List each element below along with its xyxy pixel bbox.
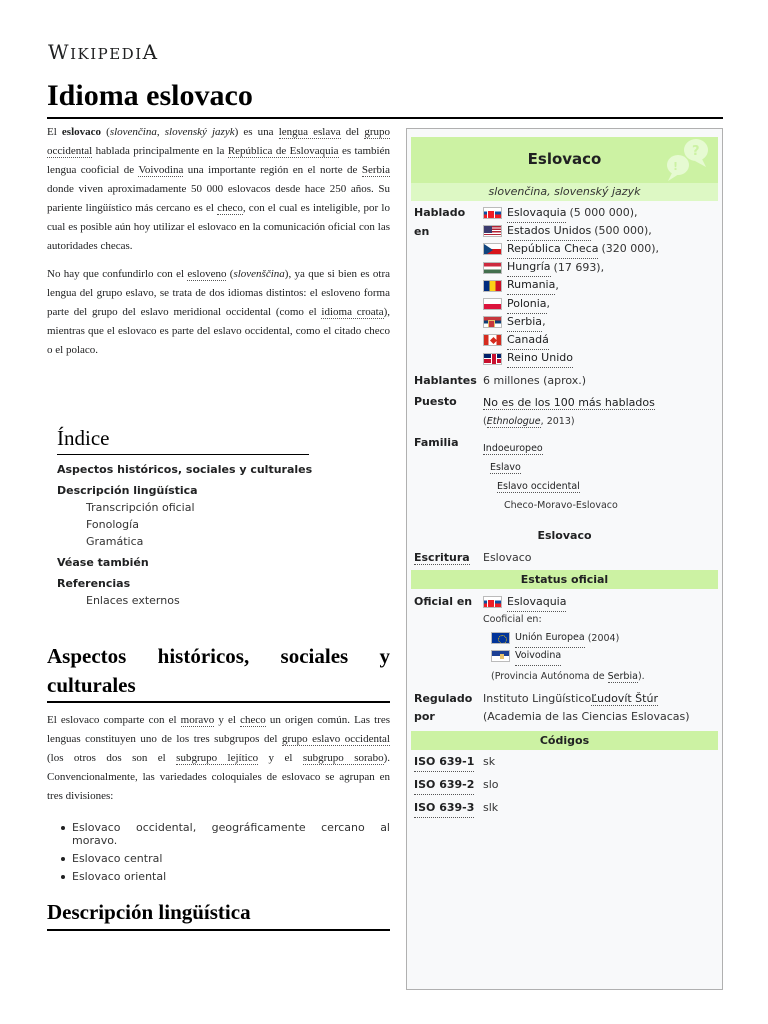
svg-text:!: ! <box>673 160 679 173</box>
text-run: un origen común. Las tres lenguas constituyen uno de los tres subgrupos del <box>47 713 390 745</box>
toc-item[interactable]: Descripción lingüística <box>57 484 198 497</box>
code-value: sk <box>483 755 496 768</box>
country-extra: , <box>546 297 551 311</box>
intro <box>47 123 390 360</box>
text-run: El eslovaco comparte con el <box>47 713 181 726</box>
country-row <box>483 277 659 295</box>
article-link[interactable]: checo <box>240 713 266 726</box>
svg-text:?: ? <box>692 144 700 159</box>
country-link[interactable]: Voivodina <box>515 646 561 666</box>
intro-paragraph-2 <box>47 265 390 360</box>
article-link[interactable]: grupo eslavo occidental <box>281 732 390 745</box>
article-link[interactable]: grupo occidental <box>47 126 390 157</box>
spoken-in-label: Hablado en <box>414 206 466 238</box>
article-link[interactable]: lengua eslava <box>278 126 341 138</box>
us-flag-icon <box>483 225 502 237</box>
speakers-label: Hablantes <box>414 374 477 387</box>
infobox-header <box>411 137 718 183</box>
section-descripcion <box>47 898 390 931</box>
ro-flag-icon <box>483 280 502 292</box>
code-value: slo <box>483 778 499 791</box>
code-label[interactable]: ISO 639-3 <box>414 799 474 818</box>
text-run: slovenčina <box>109 126 157 138</box>
title-divider <box>47 117 723 119</box>
language-infobox <box>406 128 723 990</box>
country-row <box>483 313 659 331</box>
official-label: Oficial en <box>414 595 473 608</box>
text-run: slovenščina <box>233 268 285 280</box>
rank-year: , 2013) <box>540 416 575 427</box>
toc-item[interactable]: Transcripción oficial <box>86 501 195 514</box>
codes-list <box>407 753 722 822</box>
eu-flag-icon <box>491 632 510 644</box>
toc-title: Índice <box>57 426 110 450</box>
code-label[interactable]: ISO 639-1 <box>414 753 474 772</box>
ethnologue-link[interactable]: Ethnologue <box>486 416 541 427</box>
text-run: ). Convencionalmente, las variedades coloquiales de eslovaco se agrupan en tres divisiones: <box>47 751 390 802</box>
wordmark-part: IKIPEDI <box>70 45 143 63</box>
article-link[interactable]: moravo <box>180 713 215 726</box>
article-link[interactable]: checo <box>217 202 243 214</box>
text-run: ) es una <box>234 126 279 138</box>
rank-value: No es de los 100 más hablados (Ethnologue, 2013) <box>483 396 655 427</box>
toc-item[interactable]: Gramática <box>86 535 144 548</box>
country-link[interactable]: Serbia <box>507 313 542 332</box>
country-link[interactable]: Unión Europea <box>515 628 585 648</box>
script-label <box>414 549 470 567</box>
official-value <box>483 593 566 629</box>
country-extra: (500 000), <box>594 224 652 238</box>
text-run: , <box>156 126 165 138</box>
speakers-value: 6 millones (aprox.) <box>483 374 587 387</box>
uk-flag-icon <box>483 353 502 365</box>
country-row <box>483 331 659 349</box>
country-link[interactable]: Estados Unidos <box>507 222 591 241</box>
rank-link[interactable]: No es de los 100 más hablados <box>483 396 655 409</box>
country-extra: , <box>542 315 546 329</box>
coofficial-list <box>491 629 619 665</box>
toc-item[interactable]: Fonología <box>86 518 139 531</box>
code-value: slk <box>483 801 499 814</box>
code-row <box>407 776 722 799</box>
regulator-label: Regulado por <box>414 692 473 723</box>
list-item: Eslovaco central <box>47 852 390 865</box>
regulator-academy: (Academia de las Ciencias Eslovacas) <box>483 710 690 723</box>
wordmark-part: W <box>48 40 71 64</box>
toc-item[interactable]: Referencias <box>57 577 131 590</box>
family-label: Checo-Moravo-Eslovaco <box>504 500 618 511</box>
toc-item[interactable]: Aspectos históricos, sociales y culturales <box>57 463 313 476</box>
regulator-text: Instituto Lingüístico <box>483 692 592 705</box>
toc-divider <box>57 454 309 455</box>
text-run: ), ya que si bien es otra lengua del grupo eslavo, se trata de dos idiomas distintos: el esloveno forma parte del grupo del eslavo meridional occidental (como el <box>47 268 390 318</box>
codes-band: Códigos <box>411 731 718 750</box>
family-node <box>483 496 618 515</box>
text-run: ), mientras que el eslovaco es parte del eslavo occidental, como el citado checo o el polaco. <box>47 306 391 356</box>
country-row <box>483 204 659 222</box>
text-run: y el <box>214 713 241 726</box>
infobox-native-name: slovenčina, slovenský jazyk <box>411 183 718 201</box>
country-row <box>483 240 659 258</box>
code-label[interactable]: ISO 639-2 <box>414 776 474 795</box>
status-band: Estatus oficial <box>411 570 718 589</box>
speech-bubbles-icon <box>662 137 710 183</box>
article-link[interactable]: esloveno <box>187 268 227 280</box>
cz-flag-icon <box>483 243 502 255</box>
pl-flag-icon <box>483 298 502 310</box>
wordmark-part: A <box>142 40 159 64</box>
text-run: una importante región en el norte de <box>183 164 362 176</box>
text-run: , con el cual es inteligible, por lo cual es posible aún hoy utilizar el eslovaco en la comunicación oficial con las autoridades checas. <box>47 202 390 252</box>
slovakia-flag-icon <box>483 596 502 608</box>
text-run: y el <box>258 751 303 764</box>
infobox-title: Eslovaco <box>527 150 602 168</box>
text-run: No hay que confundirlo con el <box>47 268 188 280</box>
spoken-in-list <box>483 204 659 368</box>
text-run: slovenský jazyk <box>164 126 235 138</box>
text-run: El <box>47 126 62 138</box>
family-label[interactable]: Eslavo <box>490 462 521 473</box>
family-subheader: Eslovaco <box>537 529 592 542</box>
rank-label: Puesto <box>414 395 457 408</box>
article-link[interactable]: República de Eslovaquia <box>227 145 339 157</box>
family-node[interactable] <box>483 477 618 496</box>
text-run: ( <box>226 268 234 280</box>
country-row <box>483 295 659 313</box>
vo-flag-icon <box>491 650 510 662</box>
text-run: eslovaco <box>61 126 102 138</box>
script-value: Eslovaco <box>483 551 532 564</box>
country-link[interactable]: Polonia <box>507 295 547 314</box>
country-extra: (17 693), <box>553 260 605 274</box>
section-paragraph <box>47 711 390 806</box>
section-heading: Aspectos históricos, sociales y culturales <box>47 644 390 697</box>
country-row <box>483 259 659 277</box>
article-link[interactable]: subgrupo lejítico <box>176 751 259 764</box>
article-link[interactable]: Serbia <box>361 164 390 176</box>
section-aspectos <box>47 642 390 888</box>
country-extra: (5 000 000), <box>569 206 638 220</box>
list-item: Eslovaco oriental <box>47 870 390 883</box>
variety-list <box>47 821 390 883</box>
family-tree <box>483 439 618 515</box>
ca-flag-icon <box>483 334 502 346</box>
sk-flag-icon <box>483 207 502 219</box>
regulator-value <box>483 690 690 726</box>
country-row <box>483 350 659 368</box>
text-run: del <box>340 126 365 138</box>
country-extra: (320 000), <box>601 242 660 256</box>
article-link[interactable]: Voivodina <box>138 164 184 176</box>
section-divider <box>47 929 390 931</box>
list-item: Eslovaco occidental, geográficamente cercano al moravo. <box>47 821 390 847</box>
family-label[interactable]: Indoeuropeo <box>483 443 543 454</box>
country-row <box>491 629 619 647</box>
intro-paragraph-1 <box>47 123 390 256</box>
country-extra: , <box>555 278 559 292</box>
family-node[interactable] <box>483 439 618 458</box>
rs-flag-icon <box>483 316 502 328</box>
text-run: (los otros dos son el <box>47 751 177 764</box>
code-row <box>407 753 722 776</box>
section-heading: Descripción lingüística <box>47 900 251 924</box>
country-link[interactable]: Canadá <box>507 331 549 350</box>
text-run: ( <box>101 126 110 138</box>
script-link[interactable]: Escritura <box>414 551 470 564</box>
toc-item[interactable]: Enlaces externos <box>86 594 180 607</box>
country-link[interactable]: Eslovaquia <box>507 204 566 223</box>
code-row <box>407 799 722 822</box>
table-of-contents <box>57 424 317 609</box>
article-link[interactable]: subgrupo sorabo <box>302 751 384 764</box>
toc-list <box>57 462 317 609</box>
country-link[interactable]: Hungría <box>507 258 551 277</box>
coofficial-note <box>491 667 645 686</box>
official-link[interactable]: Eslovaquia <box>507 593 566 612</box>
note-text: (Provincia Autónoma de <box>491 671 608 682</box>
family-label: Familia <box>414 436 459 449</box>
coofficial-label: Cooficial en: <box>483 614 542 626</box>
wikipedia-wordmark[interactable] <box>48 40 159 64</box>
regulator-link[interactable]: Ľudovít Štúr <box>591 692 658 705</box>
family-label[interactable]: Eslavo occidental <box>497 481 580 492</box>
country-extra: (2004) <box>587 632 620 644</box>
country-link[interactable]: Rumania <box>507 276 555 295</box>
article-link[interactable]: idioma croata <box>321 306 384 318</box>
country-link[interactable]: República Checa <box>507 240 598 259</box>
serbia-link[interactable]: Serbia <box>607 671 638 682</box>
note-text: ). <box>637 671 645 682</box>
text-run: hablada principalmente en la <box>92 145 228 157</box>
toc-item[interactable]: Véase también <box>57 556 149 569</box>
country-row <box>483 222 659 240</box>
hu-flag-icon <box>483 262 502 274</box>
country-link[interactable]: Reino Unido <box>507 349 573 368</box>
text-run: donde viven aproximadamente 50 000 eslovacos desde hace 250 años. Su pariente lingüístico más cercano es el <box>47 183 390 214</box>
section-divider <box>47 701 390 703</box>
page-title: Idioma eslovaco <box>47 79 253 112</box>
text-run: es también lengua cooficial de <box>47 145 390 176</box>
country-row <box>491 647 619 665</box>
family-node[interactable] <box>483 458 618 477</box>
